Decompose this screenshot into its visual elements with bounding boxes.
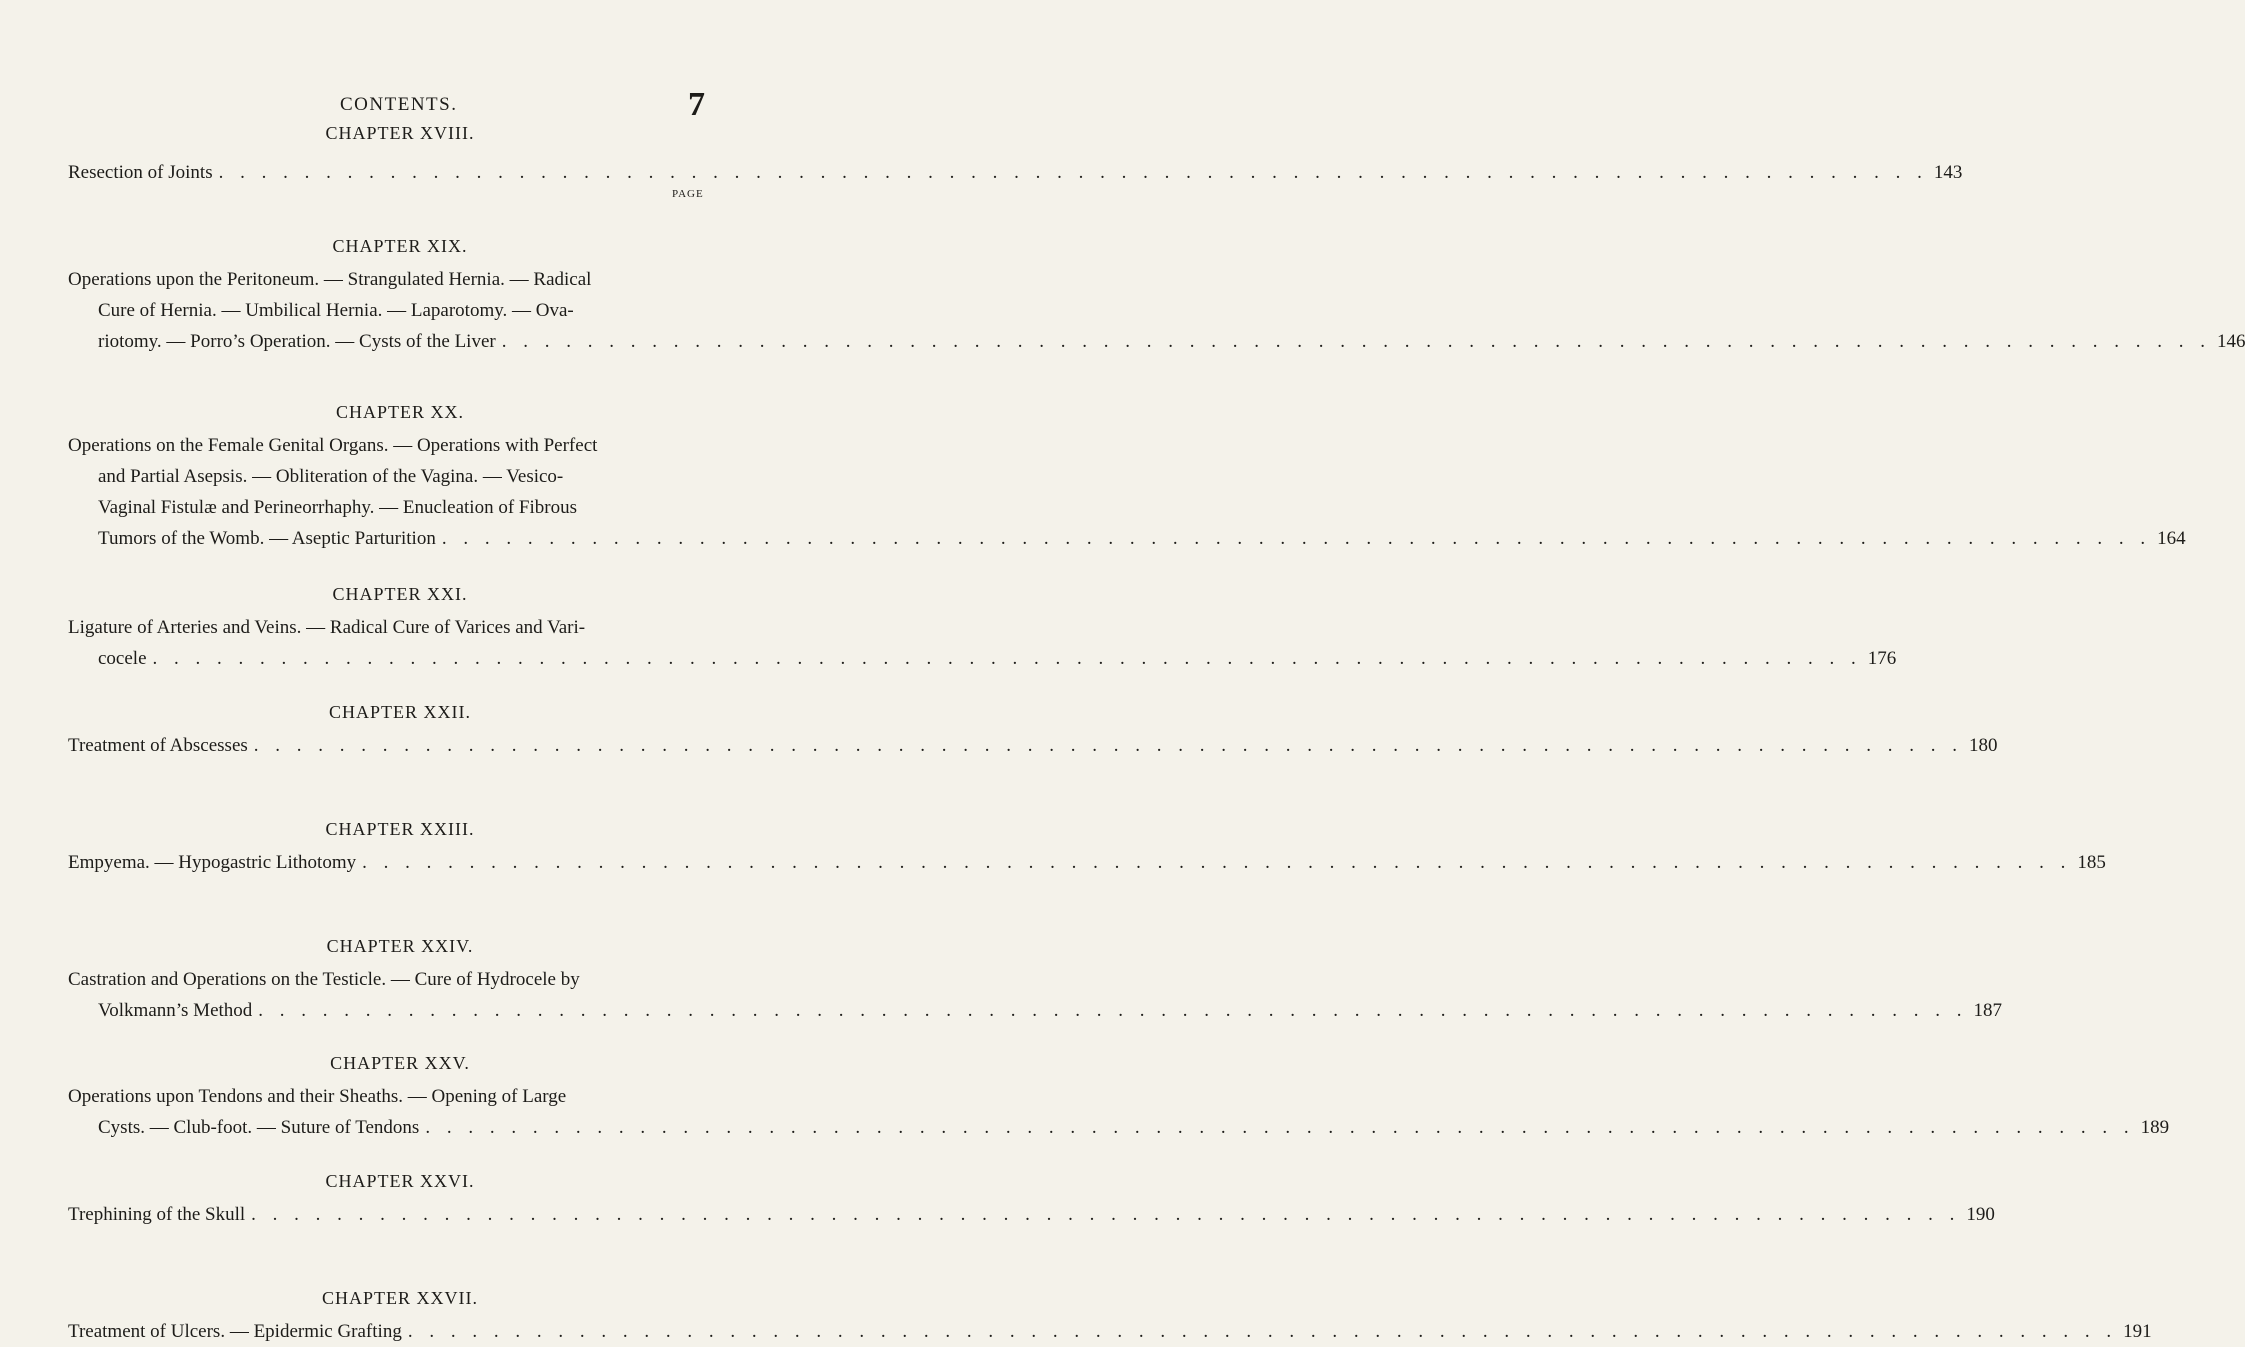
chapter-heading: CHAPTER XIX. — [332, 236, 468, 256]
toc-entry — [68, 1316, 2152, 1347]
entry-title: riotomy. — Porro’s Operation. — Cysts of the Liver — [98, 331, 496, 352]
entry-last-line — [68, 1199, 1995, 1230]
entry-text-line: Operations on the Female Genital Organs. — Operations with Perfect — [68, 435, 598, 456]
toc-entry — [68, 847, 2106, 878]
entry-text-line: Operations upon the Peritoneum. — Strangulated Hernia. — Radical — [68, 269, 592, 290]
entry-text-line: Vaginal Fistulæ and Perineorrhaphy. — Enucleation of Fibrous — [98, 497, 577, 518]
chapter-heading: CHAPTER XXI. — [332, 584, 468, 604]
entry-page-number: 143 — [1933, 162, 1963, 183]
toc-entry — [68, 157, 1963, 188]
dot-leader: . . . . . . . . . . . . . . . . . . . . . . . . . . . . . . . . . . . . . . . . . . . . . . . . . . . . . . . . . . . . . . . . . . . . . . . . . . . . . . . . — [253, 735, 1964, 756]
entry-title: Trephining of the Skull — [68, 1204, 246, 1225]
entry-title: Treatment of Ulcers. — Epidermic Grafting — [68, 1321, 402, 1342]
entry-last-line — [68, 995, 2003, 1026]
entry-page-number: 191 — [2123, 1321, 2152, 1342]
entry-title: cocele — [98, 648, 147, 669]
dot-leader: . . . . . . . . . . . . . . . . . . . . . . . . . . . . . . . . . . . . . . . . . . . . . . . . . . . . . . . . . . . . . . . . . . . . . . . . . . . . . . . . — [218, 162, 1928, 183]
entry-last-line — [68, 326, 2245, 357]
dot-leader: . . . . . . . . . . . . . . . . . . . . . . . . . . . . . . . . . . . . . . . . . . . . . . . . . . . . . . . . . . . . . . . . . . . . . . . . . . . . . . . . — [425, 1117, 2135, 1138]
chapter-heading: CHAPTER XXII. — [329, 702, 471, 722]
entry-last-line — [68, 847, 2106, 878]
entry-page-number: 146 — [2216, 331, 2245, 352]
toc-entry — [68, 612, 1897, 674]
entry-last-line — [68, 523, 2186, 554]
chapter-heading: CHAPTER XXVII. — [322, 1288, 478, 1308]
entry-title: Resection of Joints — [68, 162, 213, 183]
entry-title: Volkmann’s Method — [98, 1000, 253, 1021]
entry-page-number: 180 — [1969, 735, 1998, 756]
entry-text-line: and Partial Asepsis. — Obliteration of the Vagina. — Vesico- — [98, 466, 564, 487]
toc-entry — [68, 730, 1998, 761]
chapter-heading: CHAPTER XXV. — [330, 1053, 470, 1073]
chapter-heading: CHAPTER XX. — [335, 402, 464, 422]
running-head-title: CONTENTS. — [340, 94, 458, 115]
entry-text-line: Operations upon Tendons and their Sheaths. — Opening of Large — [68, 1086, 567, 1107]
chapter-heading: CHAPTER XXVI. — [325, 1171, 475, 1191]
page-number: 7 — [688, 86, 705, 123]
entry-title: Cysts. — Club-foot. — Suture of Tendons — [98, 1117, 420, 1138]
entry-last-line — [68, 157, 1963, 188]
entry-last-line — [68, 730, 1998, 761]
entry-page-number: 189 — [2140, 1117, 2170, 1138]
entry-title: Tumors of the Womb. — Aseptic Parturition — [98, 528, 436, 549]
entry-page-number: 164 — [2157, 528, 2186, 549]
entry-page-number: 185 — [2077, 852, 2106, 873]
entry-title: Empyema. — Hypogastric Lithotomy — [68, 852, 357, 873]
dot-leader: . . . . . . . . . . . . . . . . . . . . . . . . . . . . . . . . . . . . . . . . . . . . . . . . . . . . . . . . . . . . . . . . . . . . . . . . . . . . . . . . — [258, 1000, 1968, 1021]
dot-leader: . . . . . . . . . . . . . . . . . . . . . . . . . . . . . . . . . . . . . . . . . . . . . . . . . . . . . . . . . . . . . . . . . . . . . . . . . . . . . . . . — [362, 852, 2072, 873]
entry-page-number: 187 — [1973, 1000, 2003, 1021]
page-column-label: PAGE — [672, 188, 704, 200]
dot-leader: . . . . . . . . . . . . . . . . . . . . . . . . . . . . . . . . . . . . . . . . . . . . . . . . . . . . . . . . . . . . . . . . . . . . . . . . . . . . . . . . — [251, 1204, 1961, 1225]
toc-entry — [68, 964, 2003, 1026]
entry-last-line — [68, 1316, 2152, 1347]
entry-text-line: Castration and Operations on the Testicle. — Cure of Hydrocele by — [68, 969, 580, 990]
toc-entry — [68, 264, 2245, 357]
entry-page-number: 176 — [1867, 648, 1897, 669]
entry-page-number: 190 — [1966, 1204, 1995, 1225]
toc-entry — [68, 1081, 2170, 1143]
entry-text-line: Cure of Hernia. — Umbilical Hernia. — Laparotomy. — Ova- — [98, 300, 574, 321]
entry-last-line — [68, 643, 1897, 674]
chapter-heading: CHAPTER XXIII. — [325, 819, 475, 839]
running-head — [0, 86, 800, 124]
entry-last-line — [68, 1112, 2170, 1143]
dot-leader: . . . . . . . . . . . . . . . . . . . . . . . . . . . . . . . . . . . . . . . . . . . . . . . . . . . . . . . . . . . . . . . . . . . . . . . . . . . . . . . . — [152, 648, 1862, 669]
dot-leader: . . . . . . . . . . . . . . . . . . . . . . . . . . . . . . . . . . . . . . . . . . . . . . . . . . . . . . . . . . . . . . . . . . . . . . . . . . . . . . . . — [441, 528, 2152, 549]
entry-text-line: Ligature of Arteries and Veins. — Radical Cure of Varices and Vari- — [68, 617, 586, 638]
dot-leader: . . . . . . . . . . . . . . . . . . . . . . . . . . . . . . . . . . . . . . . . . . . . . . . . . . . . . . . . . . . . . . . . . . . . . . . . . . . . . . . . — [501, 331, 2211, 352]
toc-entry — [68, 430, 2186, 554]
chapter-heading: CHAPTER XVIII. — [325, 123, 475, 143]
toc-entry — [68, 1199, 1995, 1230]
dot-leader: . . . . . . . . . . . . . . . . . . . . . . . . . . . . . . . . . . . . . . . . . . . . . . . . . . . . . . . . . . . . . . . . . . . . . . . . . . . . . . . . — [407, 1321, 2118, 1342]
chapter-heading: CHAPTER XXIV. — [326, 936, 474, 956]
entry-title: Treatment of Abscesses — [68, 735, 248, 756]
